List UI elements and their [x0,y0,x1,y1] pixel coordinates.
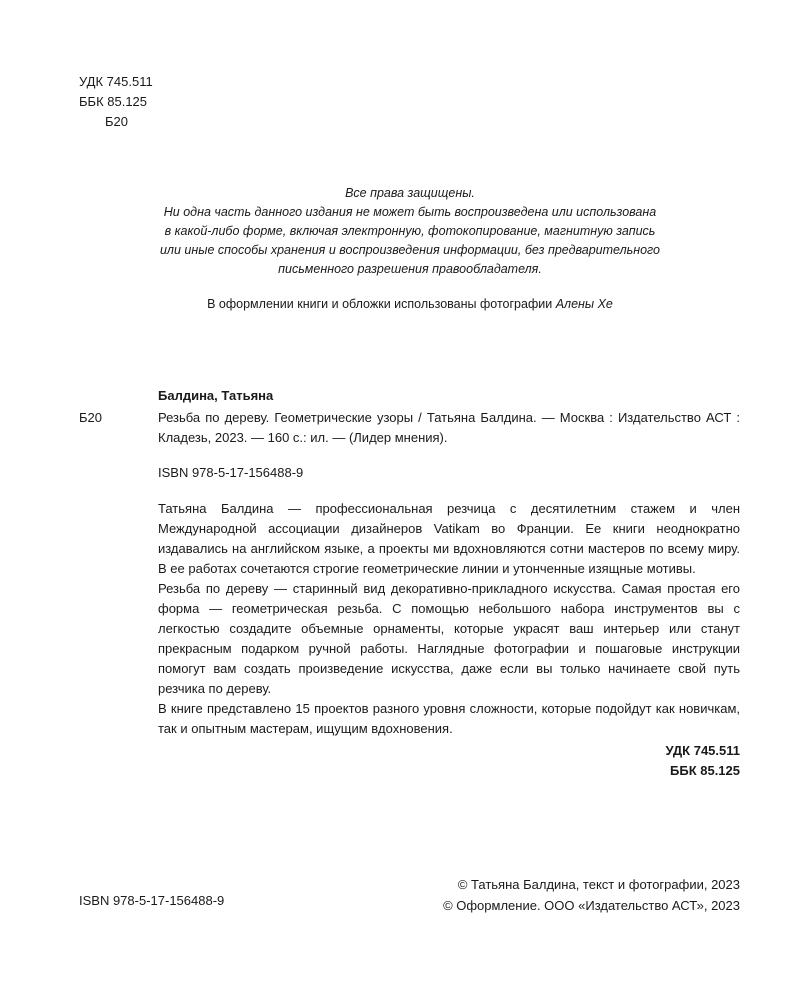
rights-line: письменного разрешения правообладателя. [278,262,542,276]
isbn-main: ISBN 978-5-17-156488-9 [158,465,304,480]
photo-credit [140,295,680,314]
rights-line: Ни одна часть данного издания не может быть воспроизведена или использована [163,205,657,219]
isbn-footer: ISBN 978-5-17-156488-9 [79,893,225,908]
annotation-paragraph: Татьяна Балдина — профессиональная резчица с десятилетним стажем и член Международной ассоциации дизайнеров Vatikam во Франции. Ее книги неоднократно издавались на английском языке, а проекты ми вдохновляются сотни мастеров по всему миру. В ее работах сочетаются строгие геометрические линии и утонченные изящные мотивы. [158,501,740,576]
rights-line: в какой-либо форме, включая электронную, фотокопирование, магнитную запись [164,224,656,238]
classification-block-top [79,72,153,132]
bbk-code: ББК 85.125 [79,94,148,109]
rights-line: или иные способы хранения и воспроизведения информации, без предварительного [159,243,660,257]
bibliographic-description: Резьба по дереву. Геометрические узоры / Татьяна Балдина. — Москва : Издательство АСТ : Кладезь, 2023. — 160 с.: ил. — (Лидер мнения). [158,410,740,445]
bbk-code-bottom: ББК 85.125 [670,763,740,778]
rights-notice [140,184,680,279]
author-heading: Балдина, Татьяна [158,388,274,403]
annotation-paragraph: Резьба по дереву — старинный вид декоративно-прикладного искусства. Самая простая его форма — геометрическая резьба. С помощью небольшого набора инструментов вы с легкостью создадите объемные орнаменты, которые украсят ваш интерьер или станут прекрасным подарком ручной работы. Наглядные фотографии и пошаговые инструкции помогут вам создать произведение искусства, даже если вы только начинаете свой путь резчика по дереву. [158,581,740,696]
copyright-line: © Оформление. ООО «Издательство АСТ», 2023 [443,898,740,913]
udk-code-bottom: УДК 745.511 [665,743,740,758]
rights-line: Все права защищены. [345,186,475,200]
photo-credit-text: В оформлении книги и обложки использованы фотографии [207,297,553,311]
author-index: Б20 [79,410,102,425]
annotation [158,499,740,739]
author-mark: Б20 [105,114,128,129]
udk-code: УДК 745.511 [79,74,153,89]
copyright-line: © Татьяна Балдина, текст и фотографии, 2023 [457,877,740,892]
photographer-name: Алены Хе [555,297,613,311]
classification-block-bottom [665,741,740,781]
annotation-paragraph: В книге представлено 15 проектов разного уровня сложности, которые подойдут как новичкам, так и опытным мастерам, ищущим вдохновения. [158,701,740,736]
copyright-block [443,874,740,916]
